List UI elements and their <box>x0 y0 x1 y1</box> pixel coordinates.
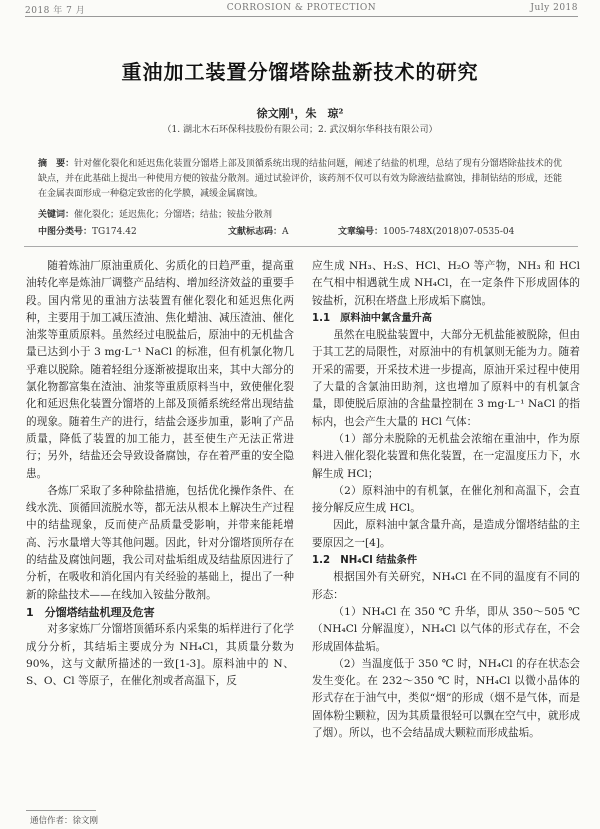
clc-code <box>38 224 137 237</box>
author-list: 徐文刚¹，朱 琼² <box>256 107 344 120</box>
section-heading: 1 分馏塔结盐机理及危害 <box>26 605 155 619</box>
paragraph: 虽然在电脱盐装置中，大部分无机盐能被脱除，但由于其工艺的局限性，对原油中的有机氯则无能为力。随着开采的需要，开采技术进一步提高，原油开采过程中使用了大量的含氯油田助剂，这也增加了原料中的有机氯含量，即使脱后原油的含盐量控制在 3 mg·L⁻¹ NaCl 的指标内，也会产生大量的 HCl 气体： <box>312 329 580 428</box>
article-label: 文章编号： <box>338 227 384 237</box>
paragraph: 因此，原料油中氯含量升高，是造成分馏塔结盐的主要原因之一[4]。 <box>312 519 580 549</box>
footnote-divider <box>26 810 96 811</box>
keywords-label: 关键词： <box>38 210 75 220</box>
affiliation: （1. 湖北木石环保科技股份有限公司；2. 武汉炯尔华科技有限公司） <box>162 125 438 135</box>
article-meta <box>38 224 562 238</box>
footnote: 通信作者：徐文刚 <box>30 816 99 826</box>
subsection-heading: 1.1 原料油中氯含量升高 <box>312 312 432 324</box>
paragraph: 根据国外有关研究，NH₄Cl 在不同的温度有不同的形态： <box>312 571 580 601</box>
header-issue: 2018 年 7 月 <box>25 6 86 16</box>
paragraph: 对多家炼厂分馏塔顶循环系内采集的垢样进行了化学成分分析，其结垢主要成分为 NH₄Cl，其质量分数为 90%，这与文献所描述的一致[1-3]。原料油中的 N、S、O、Cl 等原子，在催化剂或者高温下，反 <box>26 623 294 688</box>
paragraph: 随着炼油厂原油重质化、劣质化的日趋严重，提高重油转化率是炼油厂调整产品结构、增加经济效益的重要手段。国内常见的重油方法装置有催化裂化和延迟焦化两种，主要用于加工减压渣油、焦化蜡油、减压渣油、催化油浆等重质原料。虽然经过电脱盐后，原油中的无机盐含量已达到小于 3 mg·L⁻¹ NaCl 的标准，但有机氯化物几乎难以脱除。随着轻组分逐渐被提取出来，其中大部分的氯化物都富集在渣油、油浆等重质原料当中，致使催化裂化和延迟焦化装置分馏塔的上部及顶循系统经常出现结盐的现象。随着生产的进行，结盐会逐步加重，影响了产品质量，降低了装置的加工能力，甚至使生产无法正常进行；另外，结盐还会导致设备腐蚀，存在着严重的安全隐患。 <box>26 260 294 480</box>
header-date: July 2018 <box>530 3 578 13</box>
clc-value: TG174.42 <box>92 227 137 237</box>
paragraph: （1）部分未脱除的无机盐会浓缩在重油中，作为原料进入催化裂化装置和焦化装置，在一定温度压力下，水解生成 HCl； <box>312 432 580 480</box>
paragraph: 应生成 NH₃、H₂S、HCl、H₂O 等产物，NH₃ 和 HCl 在气相中相遇就生成 NH₄Cl，在一定条件下形成固体的铵盐析，沉积在塔盘上形成垢下腐蚀。 <box>312 260 580 307</box>
subsection-heading: 1.2 NH₄Cl 结盐条件 <box>312 555 418 567</box>
article-number <box>338 224 514 237</box>
paragraph: 各炼厂采取了多种除盐措施，包括优化操作条件、在线水洗、顶循回流脱水等，都无法从根本上解决生产过程中的结盐现象，反而使产品质量受影响，并带来能耗增高、污水量增大等其他问题。因此，针对分馏塔顶所存在的结盐及腐蚀问题，我公司对盐垢组成及结盐原因进行了分析，在吸收和消化国内有关经验的基础上，提出了一种新的除盐技术——在线加入铵盐分散剂。 <box>26 484 294 601</box>
clc-label: 中图分类号： <box>38 227 93 237</box>
paragraph: （2）原料油中的有机氯，在催化剂和高温下，会直接分解反应生成 HCl。 <box>312 484 580 515</box>
running-header <box>25 2 578 17</box>
left-column <box>26 258 294 690</box>
article-title: 重油加工装置分馏塔除盐新技术的研究 <box>121 60 479 84</box>
paragraph: （2）当温度低于 350 ℃ 时，NH₄Cl 的存在状态会发生变化。在 232～350 ℃ 时，NH₄Cl 以微小晶体的形式存在于油气中，类似“烟”的形成（烟不是气体，而是固体粉尘颗粒，因为其质量很轻可以飘在空气中，就形成了烟）。所以，也不会结晶成大颗粒而形成盐垢。 <box>312 657 580 740</box>
right-column <box>312 258 580 742</box>
doc-label: 文献标志码： <box>228 227 283 237</box>
article-value: 1005-748X(2018)07-0535-04 <box>383 227 515 237</box>
abstract <box>38 157 562 202</box>
doc-code <box>228 224 289 237</box>
section-divider <box>24 246 578 247</box>
header-journal: CORROSION & PROTECTION <box>226 3 377 13</box>
keywords <box>38 207 562 220</box>
keywords-text: 催化裂化；延迟焦化；分馏塔；结盐；铵盐分散剂 <box>74 210 273 220</box>
paragraph: （1）NH₄Cl 在 350 ℃ 升华，即从 350～505 ℃（NH₄Cl 分解温度），NH₄Cl 以气体的形式存在，不会形成固体盐垢。 <box>312 605 580 653</box>
doc-value: A <box>282 227 289 237</box>
abstract-label: 摘 要： <box>38 159 75 169</box>
abstract-text: 针对催化裂化和延迟焦化装置分馏塔上部及顶循系统出现的结盐问题，阐述了结盐的机理，总结了现有分馏塔除盐技术的优缺点，并在此基础上提出一种使用方便的铵盐分散剂。通过试验评价，该药剂不仅可以有效为除液结盐腐蚀，排制钻结的形成，还能在金属表面形成一种稳定致密的化学膜，减缓金属腐蚀。 <box>38 159 562 199</box>
